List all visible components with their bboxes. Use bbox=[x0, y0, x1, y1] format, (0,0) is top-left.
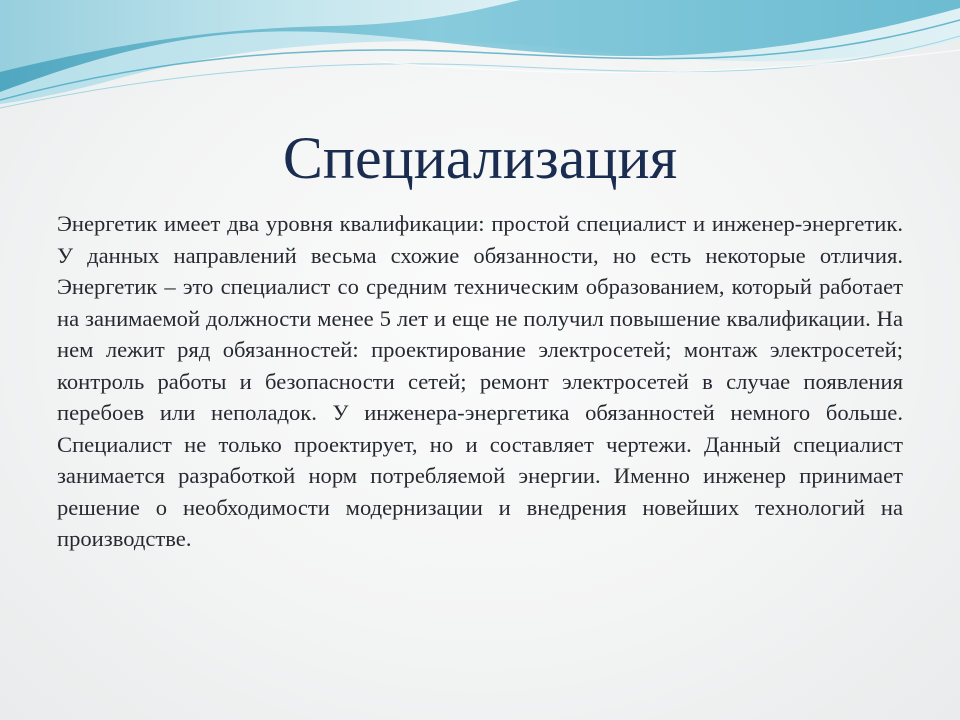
slide-title: Специализация bbox=[282, 125, 678, 191]
header-wave-decoration bbox=[0, 0, 960, 130]
slide-body-text: Энергетик имеет два уровня квалификации: простой специалист и инженер-энергетик. У данных направлений весьма схожие обязанности, но есть некоторые отличия. Энергетик – это специалист со средним техническим образованием, который работает на занимаемой должности менее 5 лет и еще не получил повышение квалификации. На нем лежит ряд обязанностей: проектирование электросетей; монтаж электросетей; контроль работы и безопасности сетей; ремонт электросетей в случае появления перебоев или неполадок. У инженера-энергетика обязанностей немного больше. Специалист не только проектирует, но и составляет чертежи. Данный специалист занимается разработкой норм потребляемой энергии. Именно инженер принимает решение о необходимости модернизации и внедрения новейших технологий на производстве. bbox=[57, 211, 903, 551]
